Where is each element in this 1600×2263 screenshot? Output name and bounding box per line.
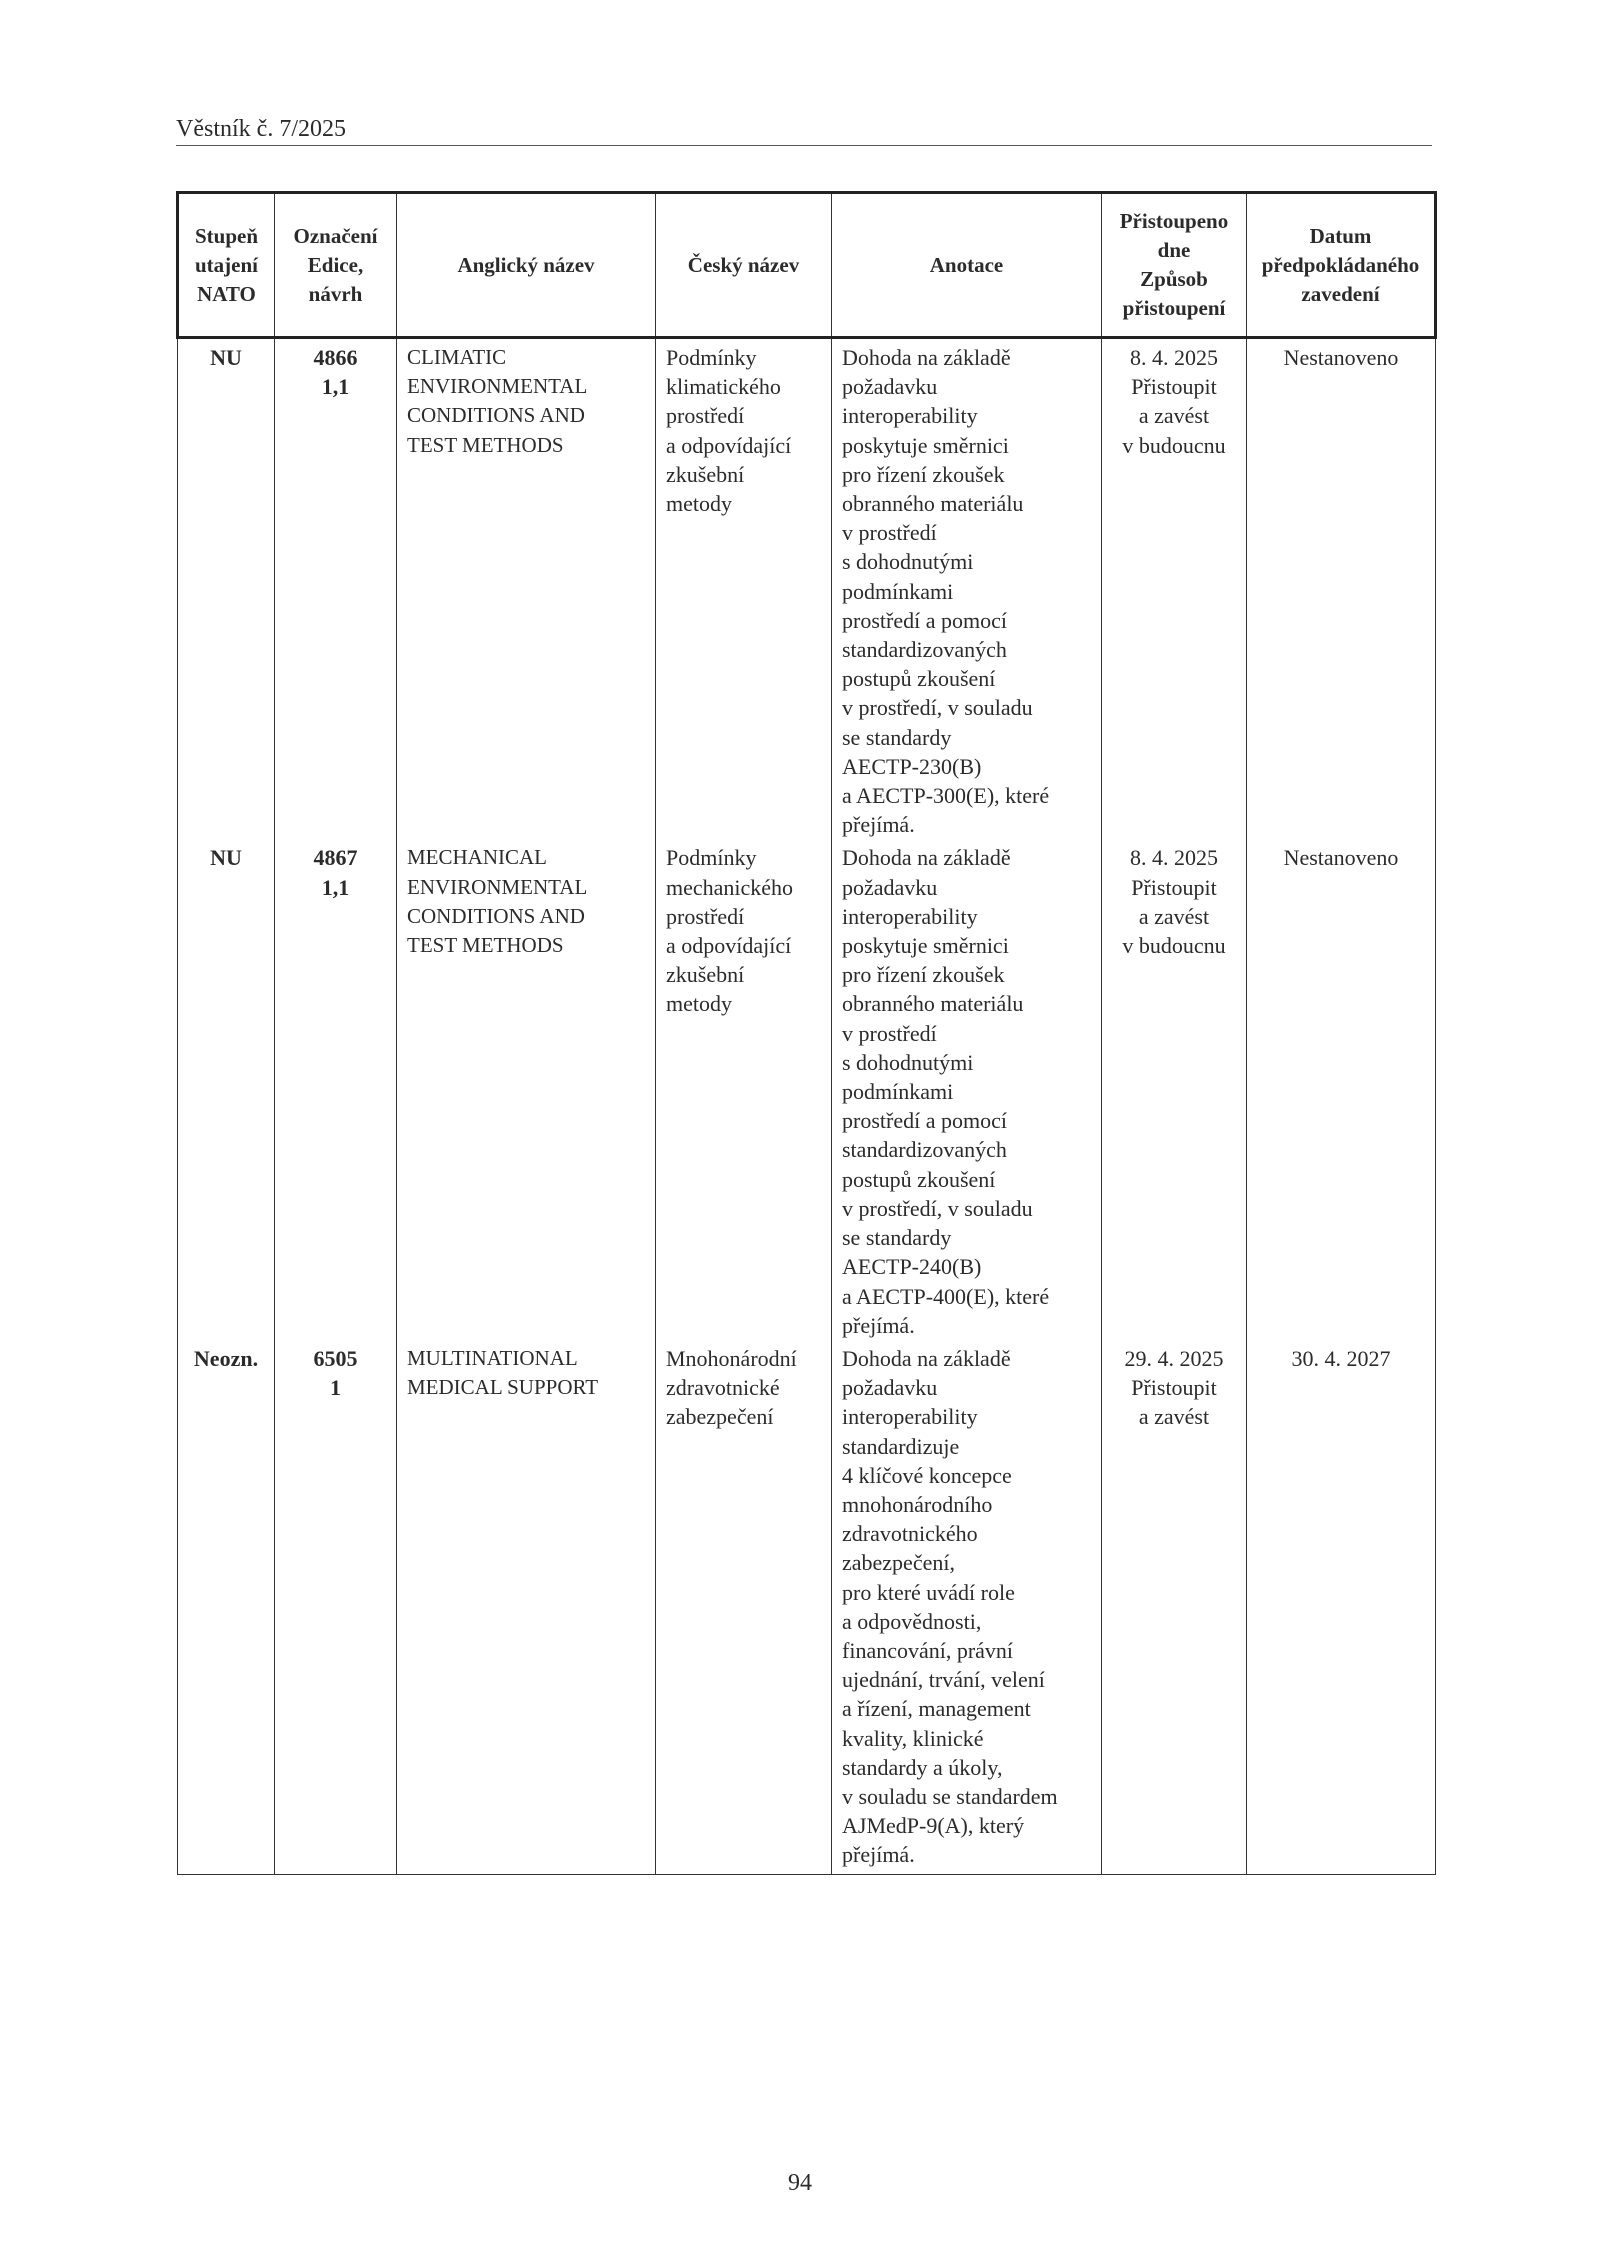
text-line: AECTP-240(B) [842, 1254, 982, 1280]
text-line: Přistoupit [1131, 1375, 1217, 1401]
text-line: mechanického [666, 874, 794, 900]
text-line: v budoucnu [1122, 432, 1226, 458]
text-line: požadavku [842, 874, 938, 900]
text-line: Dohoda na základě [842, 1345, 1011, 1371]
text-line: Dohoda na základě [842, 345, 1011, 370]
classification-cell: NU [178, 338, 275, 840]
text-line: Podmínky [666, 845, 757, 871]
column-header-edition [275, 193, 397, 338]
text-line: v souladu se standardem [842, 1783, 1058, 1809]
text-line: CONDITIONS AND [407, 403, 585, 428]
text-line: metody [666, 491, 732, 517]
text-line: standardizovaných [842, 637, 1007, 663]
text-line: prostředí a pomocí [842, 1108, 1007, 1134]
text-line: v prostředí, v souladu [842, 695, 1033, 721]
text-line: zkušební [666, 962, 745, 988]
accession-cell [1102, 839, 1247, 1339]
classification-cell: NU [178, 839, 275, 1339]
bulletin-title: Věstník č. 7/2025 [176, 116, 346, 142]
edition-number: 1 [330, 1375, 341, 1401]
text-line: a řízení, management [842, 1696, 1031, 1722]
text-line: zabezpečení [666, 1404, 774, 1430]
text-line: a zavést [1138, 1404, 1210, 1430]
text-line: pro řízení zkoušek [842, 962, 1005, 988]
text-line: standardy a úkoly, [842, 1754, 1003, 1780]
text-line: poskytuje směrnici [842, 933, 1009, 959]
text-line: Český název [687, 252, 800, 277]
classification-cell: Neozn. [178, 1340, 275, 1874]
text-line: MULTINATIONAL [407, 1345, 578, 1370]
text-line: TEST METHODS [407, 432, 564, 457]
text-line: zdravotnické [666, 1375, 780, 1401]
text-line: a zavést [1138, 403, 1210, 429]
standard-number: 4867 [313, 845, 358, 871]
text-line: CLIMATIC [407, 345, 507, 369]
czech-title-cell [656, 839, 832, 1339]
column-header-classification [178, 193, 275, 338]
text-line: zkušební [666, 461, 745, 487]
text-line: s dohodnutými [842, 549, 974, 575]
text-line: prostředí a pomocí [842, 607, 1007, 633]
text-line: Stupeň [194, 223, 259, 248]
text-line: 29. 4. 2025 [1124, 1345, 1224, 1371]
text-line: Mnohonárodní [666, 1345, 797, 1371]
text-line: interoperability [842, 903, 978, 929]
text-line: v prostředí [842, 1020, 937, 1046]
edition-number: 1,1 [321, 874, 350, 900]
text-line: přejímá. [842, 812, 915, 838]
text-line: standardizovaných [842, 1137, 1007, 1163]
english-title-cell [397, 338, 656, 840]
standard-number: 4866 [313, 345, 358, 370]
text-line: a odpovídající [666, 432, 792, 458]
text-line: Podmínky [666, 345, 757, 370]
edition-cell [275, 1340, 397, 1874]
text-line: interoperability [842, 1404, 978, 1430]
text-line: klimatického [666, 374, 781, 400]
text-line: přistoupení [1122, 296, 1226, 320]
text-line: Edice, [307, 252, 364, 277]
text-line: Označení [293, 223, 378, 248]
text-line: v budoucnu [1122, 933, 1226, 959]
text-line: a zavést [1138, 903, 1210, 929]
table-header-row [178, 193, 1436, 338]
text-line: ENVIRONMENTAL [407, 874, 588, 899]
text-line: a AECTP-300(E), které [842, 783, 1050, 809]
text-line: AECTP-230(B) [842, 753, 982, 779]
text-line: CONDITIONS AND [407, 903, 585, 928]
text-line: obranného materiálu [842, 991, 1024, 1017]
text-line: Datum [1309, 223, 1372, 248]
text-line: pro řízení zkoušek [842, 461, 1005, 487]
text-line: v prostředí, v souladu [842, 1195, 1033, 1221]
text-line: se standardy [842, 1225, 952, 1251]
text-line: a odpovědnosti, [842, 1608, 982, 1634]
text-line: MEDICAL SUPPORT [407, 1375, 599, 1400]
column-header-czech-title [656, 193, 832, 338]
header-divider [176, 145, 1432, 146]
text-line: interoperability [842, 403, 978, 429]
text-line: předpokládaného [1261, 252, 1420, 277]
edition-cell [275, 839, 397, 1339]
table-row [178, 338, 1436, 840]
text-line: prostředí [666, 903, 745, 929]
text-line: přejímá. [842, 1312, 915, 1338]
text-line: mnohonárodního [842, 1491, 993, 1517]
implementation-cell: Nestanoveno [1247, 839, 1436, 1339]
text-line: 8. 4. 2025 [1130, 845, 1218, 871]
text-line: Přistoupit [1131, 874, 1217, 900]
text-line: Přistoupeno [1119, 209, 1229, 233]
text-line: návrh [308, 281, 363, 306]
text-line: Přistoupit [1131, 374, 1217, 400]
implementation-cell: 30. 4. 2027 [1247, 1340, 1436, 1874]
table-row [178, 1340, 1436, 1874]
text-line: Způsob [1140, 267, 1208, 291]
text-line: Anotace [929, 252, 1004, 277]
stanag-table [176, 191, 1437, 1875]
text-line: kvality, klinické [842, 1725, 984, 1751]
text-line: AJMedP-9(A), který [842, 1813, 1025, 1839]
text-line: standardizuje [842, 1433, 960, 1459]
table-row [178, 839, 1436, 1339]
text-line: prostředí [666, 403, 745, 429]
czech-title-cell [656, 1340, 832, 1874]
text-line: v prostředí [842, 520, 937, 546]
column-header-implementation [1247, 193, 1436, 338]
text-line: požadavku [842, 374, 938, 400]
czech-title-cell [656, 338, 832, 840]
text-line: TEST METHODS [407, 933, 564, 958]
accession-cell [1102, 338, 1247, 840]
text-line: 8. 4. 2025 [1130, 345, 1218, 370]
text-line: podmínkami [842, 1079, 954, 1105]
accession-cell [1102, 1340, 1247, 1874]
text-line: se standardy [842, 724, 952, 750]
text-line: dne [1157, 238, 1191, 262]
text-line: podmínkami [842, 578, 954, 604]
text-line: zabezpečení, [842, 1550, 955, 1576]
edition-number: 1,1 [321, 374, 350, 400]
column-header-accession [1102, 193, 1247, 338]
text-line: požadavku [842, 1375, 938, 1401]
annotation-cell [832, 839, 1102, 1339]
text-line: ENVIRONMENTAL [407, 374, 588, 399]
text-line: zavedení [1301, 281, 1380, 306]
text-line: postupů zkoušení [842, 666, 996, 692]
text-line: NATO [197, 281, 256, 306]
text-line: metody [666, 991, 732, 1017]
text-line: 4 klíčové koncepce [842, 1462, 1012, 1488]
text-line: utajení [195, 252, 258, 277]
edition-cell [275, 338, 397, 840]
column-header-english-title [397, 193, 656, 338]
standard-number: 6505 [313, 1345, 358, 1371]
text-line: pro které uvádí role [842, 1579, 1015, 1605]
annotation-cell [832, 338, 1102, 840]
text-line: poskytuje směrnici [842, 432, 1009, 458]
implementation-cell: Nestanoveno [1247, 338, 1436, 840]
text-line: MECHANICAL [407, 845, 547, 870]
english-title-cell [397, 1340, 656, 1874]
text-line: postupů zkoušení [842, 1166, 996, 1192]
page-number: 94 [788, 2170, 812, 2196]
text-line: zdravotnického [842, 1521, 978, 1547]
text-line: Anglický název [457, 252, 595, 277]
text-line: financování, právní [842, 1637, 1014, 1663]
text-line: ujednání, trvání, velení [842, 1667, 1045, 1693]
column-header-annotation [832, 193, 1102, 338]
english-title-cell [397, 839, 656, 1339]
text-line: přejímá. [842, 1842, 915, 1868]
text-line: obranného materiálu [842, 491, 1024, 517]
annotation-cell [832, 1340, 1102, 1874]
text-line: a odpovídající [666, 933, 792, 959]
text-line: a AECTP-400(E), které [842, 1283, 1050, 1309]
text-line: Dohoda na základě [842, 845, 1011, 871]
text-line: s dohodnutými [842, 1049, 974, 1075]
